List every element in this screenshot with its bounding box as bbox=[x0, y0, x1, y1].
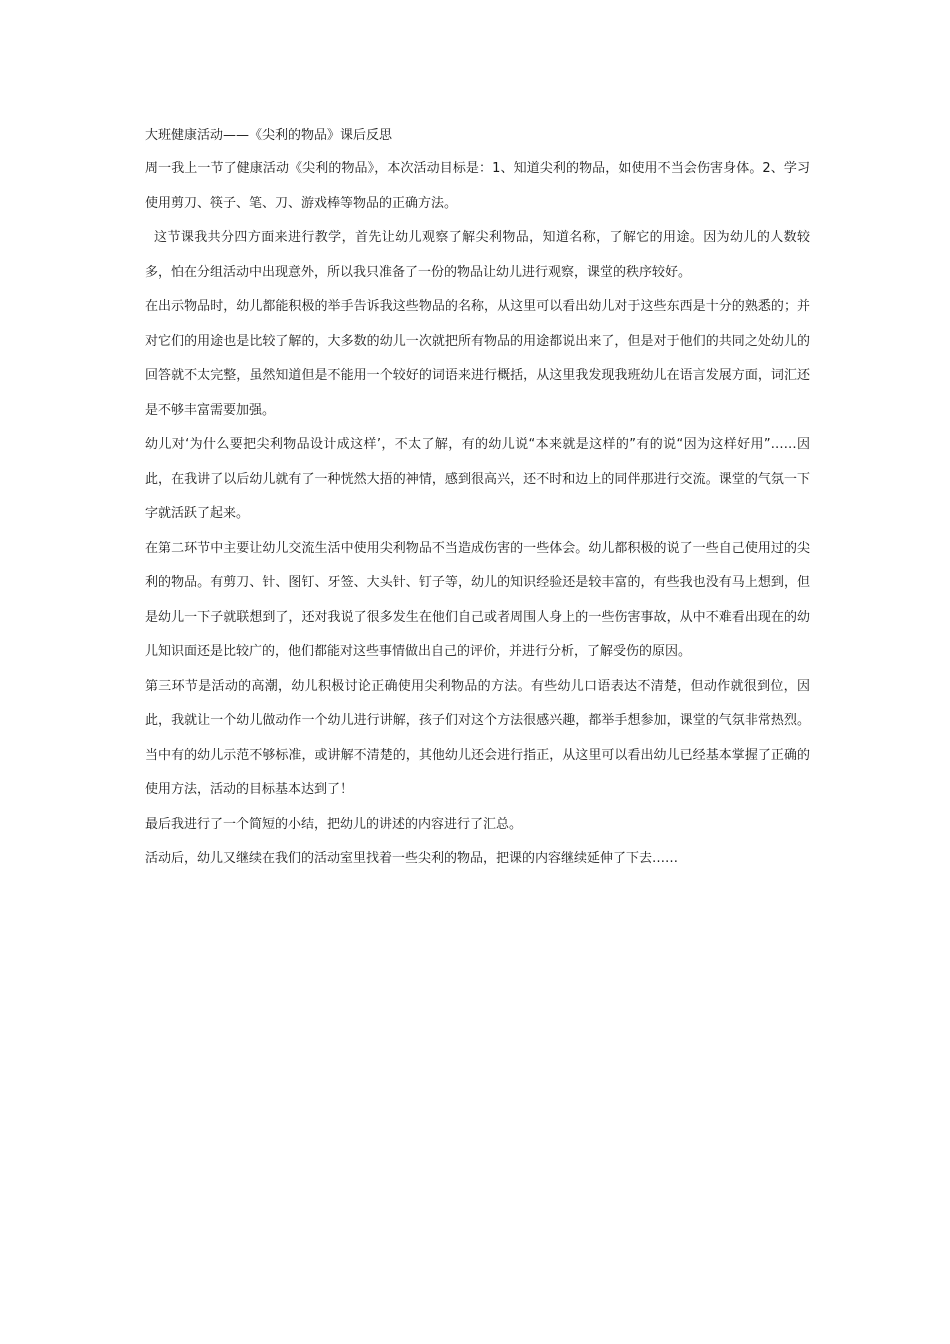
paragraph-extension: 活动后，幼儿又继续在我们的活动室里找着一些尖利的物品，把课的内容继续延伸了下去…… bbox=[145, 851, 679, 866]
paragraph-third-section: 第三环节是活动的高潮，幼儿积极讨论正确使用尖利物品的方法。有些幼儿口语表达不清楚，但动作就很到位，因此，我就让一个幼儿做动作一个幼儿进行讲解，孩子们对这个方法很感兴趣，都举手想参加，课堂的气氛非常热烈。当中有的幼儿示范不够标准，或讲解不清楚的，其他幼儿还会进行指正，从这里可以看出幼儿已经基本掌握了正确的使用方法，活动的目标基本达到了！ bbox=[145, 678, 810, 797]
paragraph-teaching-overview: 这节课我共分四方面来进行教学，首先让幼儿观察了解尖利物品，知道名称，了解它的用途。因为幼儿的人数较多，怕在分组活动中出现意外，所以我只准备了一份的物品让幼儿进行观察，课堂的秩序较好。 bbox=[145, 230, 810, 280]
paragraph-showing-items: 在出示物品时，幼儿都能积极的举手告诉我这些物品的名称，从这里可以看出幼儿对于这些东西是十分的熟悉的；并对它们的用途也是比较了解的，大多数的幼儿一次就把所有物品的用途都说出来了，但是对于他们的共同之处幼儿的回答就不太完整，虽然知道但是不能用一个较好的词语来进行概括，从这里我发现我班幼儿在语言发展方面，词汇还是不够丰富需要加强。 bbox=[145, 299, 810, 418]
paragraph-design-reason: 幼儿对‘为什么要把尖利物品设计成这样’，不太了解，有的幼儿说“本来就是这样的”有的说“因为这样好用”……因此，在我讲了以后幼儿就有了一种恍然大捂的神情，感到很高兴，还不时和边上的同伴那进行交流。课堂的气氛一下字就活跃了起来。 bbox=[145, 437, 810, 521]
paragraph-second-section: 在第二环节中主要让幼儿交流生活中使用尖利物品不当造成伤害的一些体会。幼儿都积极的说了一些自己使用过的尖利的物品。有剪刀、针、图钉、牙签、大头针、钉子等，幼儿的知识经验还是较丰富的，有些我也没有马上想到，但是幼儿一下子就联想到了，还对我说了很多发生在他们自己或者周围人身上的一些伤害事故，从中不难看出现在的幼儿知识面还是比较广的，他们都能对这些事情做出自己的评价，并进行分析，了解受伤的原因。 bbox=[145, 540, 810, 659]
paragraph-objectives: 周一我上一节了健康活动《尖利的物品》，本次活动目标是：1、知道尖利的物品，如使用不当会伤害身体。2、学习使用剪刀、筷子、笔、刀、游戏棒等物品的正确方法。 bbox=[145, 161, 810, 211]
document-page bbox=[145, 120, 810, 877]
paragraph-summary: 最后我进行了一个简短的小结，把幼儿的讲述的内容进行了汇总。 bbox=[145, 816, 523, 832]
document-title: 大班健康活动——《尖利的物品》课后反思 bbox=[145, 128, 393, 143]
